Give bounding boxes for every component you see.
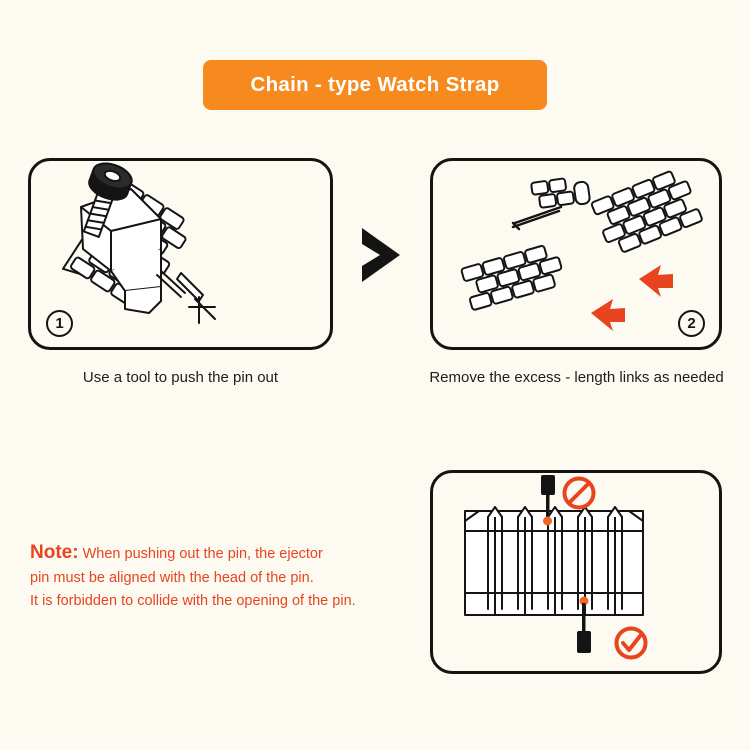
step-1-illustration — [31, 161, 329, 346]
check-circle-icon — [617, 629, 646, 658]
note-block — [30, 538, 415, 612]
pin-alignment-detail-panel — [430, 470, 722, 674]
pin-alignment-illustration — [433, 473, 718, 670]
note-line-3: It is forbidden to collide with the opening of the pin. — [30, 592, 356, 609]
note-line-1: When pushing out the pin, the ejector — [82, 546, 323, 562]
step-2-number: 2 — [678, 310, 705, 337]
red-arrows — [591, 265, 673, 331]
chevron-right-icon — [358, 226, 404, 284]
step-1-caption: Use a tool to push the pin out — [82, 369, 279, 386]
prohibited-icon — [565, 479, 594, 508]
step-2-illustration — [433, 161, 718, 346]
step-1-panel — [28, 158, 333, 350]
page-title-badge — [203, 60, 547, 110]
step-1-number: 1 — [46, 310, 73, 337]
note-label: Note: — [30, 542, 79, 563]
step-2-caption: Remove the excess - length links as needed — [429, 369, 724, 386]
note-line-2: pin must be aligned with the head of the pin. — [30, 570, 314, 587]
page-title: Chain - type Watch Strap — [250, 73, 500, 96]
